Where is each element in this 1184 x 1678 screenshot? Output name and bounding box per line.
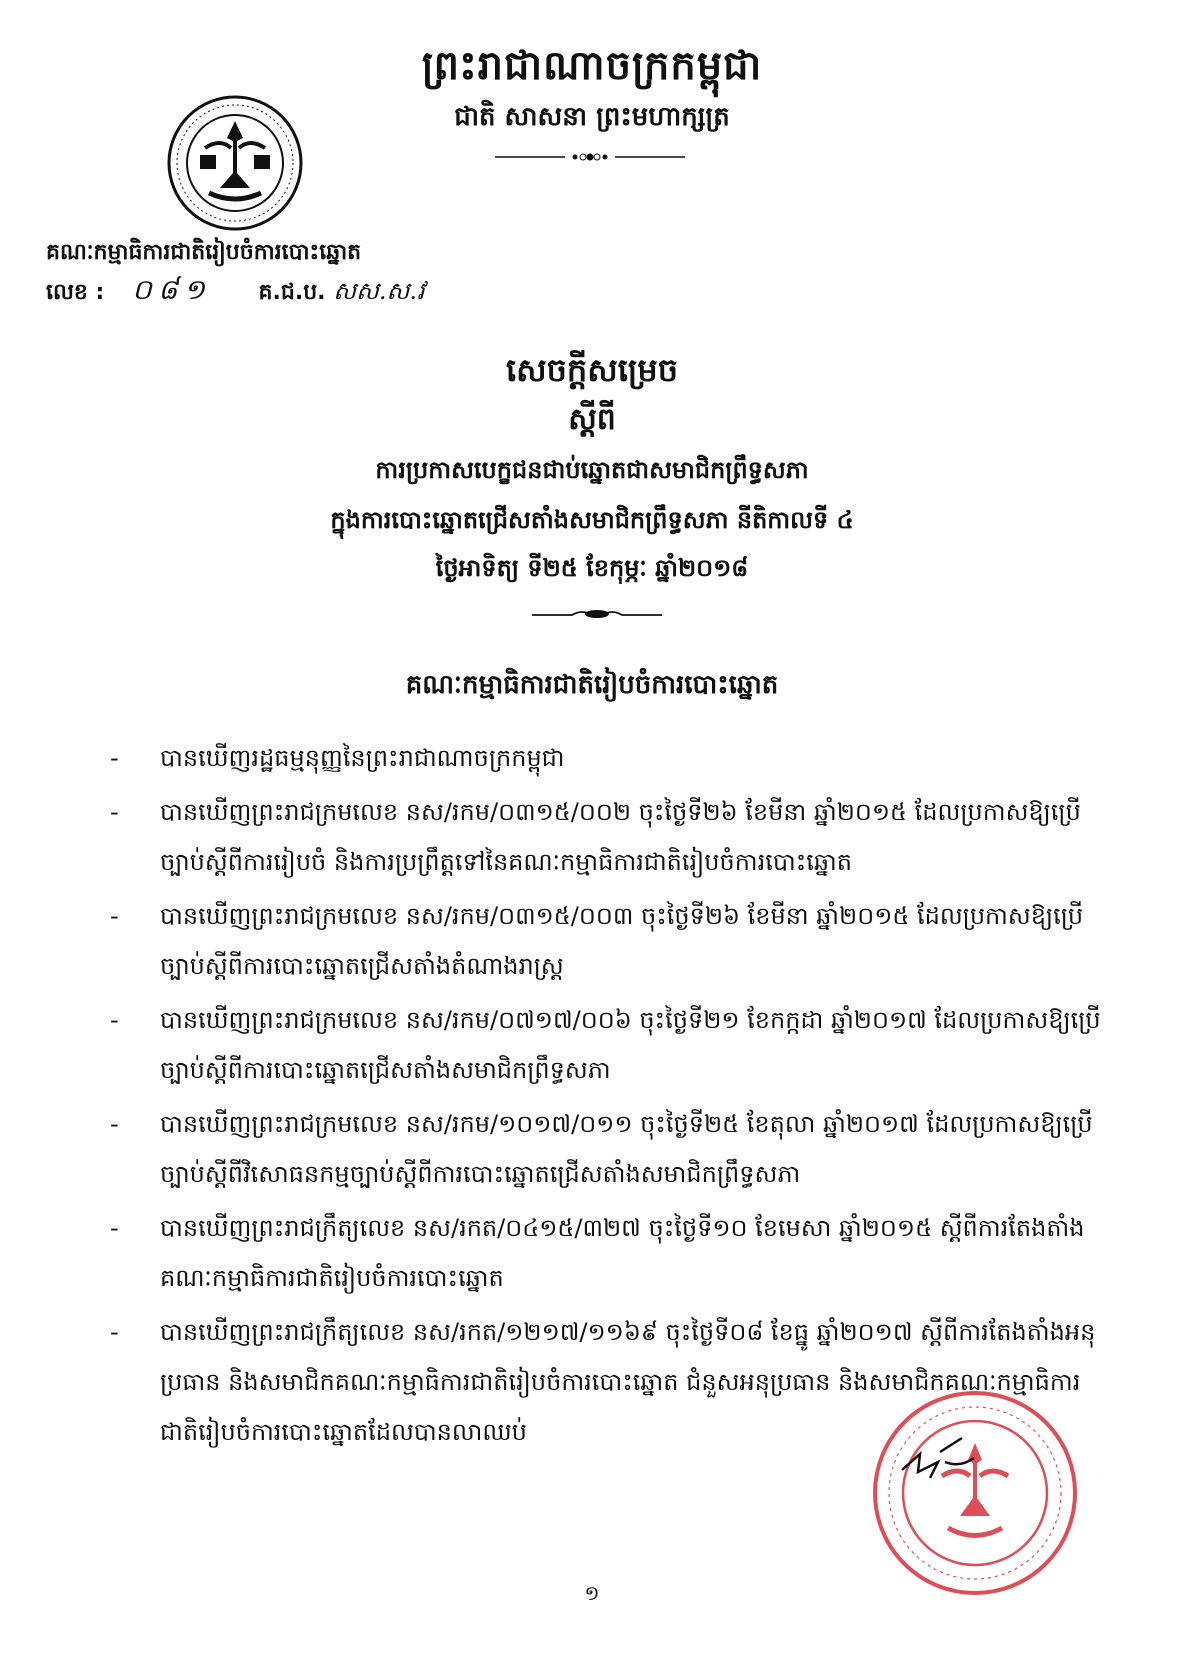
bullet: - bbox=[110, 902, 119, 930]
signature-mark-icon bbox=[900, 1432, 980, 1482]
subject-line-1: ការប្រកាសបេក្ខជនជាប់ឆ្នោតជាសមាជិកព្រឹទ្ធសភា bbox=[375, 456, 809, 484]
reference-line bbox=[46, 272, 425, 313]
bullet: - bbox=[110, 1214, 119, 1242]
recitals-list bbox=[110, 733, 1110, 1461]
subject-line-2: ក្នុងការបោះឆ្នោតជ្រើសតាំងសមាជិកព្រឹទ្ធសភា នីតិកាលទី ៤ bbox=[330, 506, 854, 534]
item-text: បានឃើញរដ្ឋធម្មនុញ្ញនៃព្រះរាជាណាចក្រកម្ពុជា bbox=[160, 744, 565, 772]
item-text: បានឃើញព្រះរាជក្រឹត្យលេខ នស/រកត/០៤១៥/៣២៧ ចុះថ្ងៃទី១០ ខែមេសា ឆ្នាំ២០១៥ ស្ដីពីការតែងតាំងគណៈកម្មាធិការជាតិរៀបចំការបោះឆ្នោត bbox=[160, 1214, 1085, 1292]
ref-code-printed: គ.ជ.ប. bbox=[258, 280, 326, 305]
page-number: ១ bbox=[584, 1581, 600, 1605]
bullet: - bbox=[110, 744, 119, 772]
header-ornament-icon bbox=[495, 150, 685, 164]
bullet: - bbox=[110, 1006, 119, 1034]
issuing-committee: គណៈកម្មាធិការជាតិរៀបចំការបោះឆ្នោត bbox=[46, 240, 362, 265]
list-item bbox=[110, 733, 1110, 783]
ref-label: លេខ : bbox=[46, 280, 105, 305]
ref-code-handwritten: សស.ស.វ bbox=[333, 277, 425, 305]
list-item bbox=[110, 1203, 1110, 1303]
official-stamp-icon bbox=[870, 1388, 1080, 1598]
item-text: បានឃើញព្រះរាជក្រមលេខ នស/រកម/០៣១៥/០០៣ ចុះថ្ងៃទី២៦ ខែមីនា ឆ្នាំ២០១៥ ដែលប្រកាសឱ្យប្រើច្បាប់ស្ដីពីការបោះឆ្នោតជ្រើសតាំងតំណាងរាស្ត្រ bbox=[160, 902, 1084, 980]
item-text: បានឃើញព្រះរាជក្រឹត្យលេខ នស/រកត/១២១៧/១១៦៩ ចុះថ្ងៃទី០៨ ខែធ្នូ ឆ្នាំ២០១៧ ស្ដីពីការតែងតាំងអនុប្រធាន និងសមាជិកគណៈកម្មាធិការជាតិរៀបចំការបោះឆ្នោត ជំនួសអនុប្រធាន និងសមាជិកគណៈកម្មាធិការជាតិរៀបចំការបោះឆ្នោតដែលបានលាឈប់ bbox=[160, 1318, 1096, 1446]
list-item bbox=[110, 891, 1110, 991]
divider-ornament-icon bbox=[532, 607, 662, 623]
list-item bbox=[110, 1099, 1110, 1199]
list-item bbox=[110, 787, 1110, 887]
subject-line-3: ថ្ងៃអាទិត្យ ទី២៥ ខែកុម្ភៈ ឆ្នាំ២០១៨ bbox=[435, 554, 749, 582]
item-text: បានឃើញព្រះរាជក្រមលេខ នស/រកម/១០១៧/០១១ ចុះថ្ងៃទី២៥ ខែតុលា ឆ្នាំ២០១៧ ដែលប្រកាសឱ្យប្រើច្បាប់ស្ដីពីវិសោធនកម្មច្បាប់ស្ដីពីការបោះឆ្នោតជ្រើសតាំងសមាជិកព្រឹទ្ធសភា bbox=[160, 1110, 1093, 1188]
bullet: - bbox=[110, 1110, 119, 1138]
body-heading: គណៈកម្មាធិការជាតិរៀបចំការបោះឆ្នោត bbox=[405, 670, 779, 700]
bullet: - bbox=[110, 1318, 119, 1346]
bullet: - bbox=[110, 798, 119, 826]
kingdom-heading: ព្រះរាជាណាចក្រកម្ពុជា bbox=[421, 43, 763, 89]
item-text: បានឃើញព្រះរាជក្រមលេខ នស/រកម/០៣១៥/០០២ ចុះថ្ងៃទី២៦ ខែមីនា ឆ្នាំ២០១៥ ដែលប្រកាសឱ្យប្រើច្បាប់ស្ដីពីការរៀបចំ និងការប្រព្រឹត្តទៅនៃគណៈកម្មាធិការជាតិរៀបចំការបោះឆ្នោត bbox=[160, 798, 1081, 876]
list-item bbox=[110, 995, 1110, 1095]
title-about: ស្ដីពី bbox=[568, 402, 616, 437]
ref-number: ០៨១ bbox=[132, 273, 211, 306]
nec-emblem-icon bbox=[165, 93, 305, 233]
national-motto: ជាតិ សាសនា ព្រះមហាក្សត្រ bbox=[454, 102, 730, 132]
item-text: បានឃើញព្រះរាជក្រមលេខ នស/រកម/០៧១៧/០០៦ ចុះថ្ងៃទី២១ ខែកក្កដា ឆ្នាំ២០១៧ ដែលប្រកាសឱ្យប្រើច្បាប់ស្ដីពីការបោះឆ្នោតជ្រើសតាំងសមាជិកព្រឹទ្ធសភា bbox=[160, 1006, 1101, 1084]
document-title: សេចក្ដីសម្រេច bbox=[505, 351, 679, 389]
